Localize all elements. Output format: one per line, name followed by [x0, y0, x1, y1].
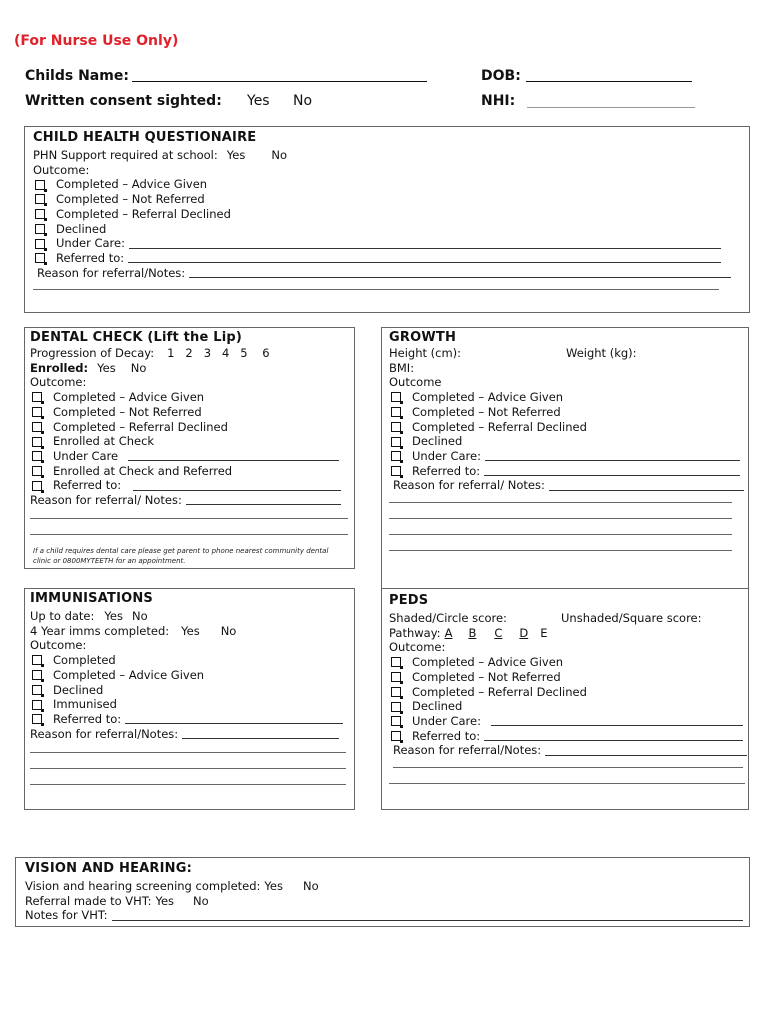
- reason-field[interactable]: [189, 268, 731, 278]
- option-label: Declined: [56, 221, 107, 236]
- notes-line[interactable]: [30, 783, 346, 785]
- checkbox[interactable]: [391, 422, 401, 432]
- section-title: CHILD HEALTH QUESTIONAIRE: [33, 130, 257, 145]
- checkbox[interactable]: [391, 657, 401, 667]
- reason-field[interactable]: [186, 495, 341, 505]
- notes-line[interactable]: [389, 517, 732, 519]
- under-care-field[interactable]: [129, 239, 721, 249]
- option-label: Completed – Not Referred: [53, 404, 202, 419]
- notes-line[interactable]: [33, 288, 719, 290]
- height-label: Height (cm):: [389, 346, 462, 360]
- section-title: DENTAL CHECK (Lift the Lip): [30, 330, 242, 345]
- under-care-label: Under Care:: [412, 713, 481, 728]
- weight-label: Weight (kg):: [566, 346, 637, 360]
- checkbox[interactable]: [32, 466, 42, 476]
- bmi-label: BMI:: [389, 360, 415, 375]
- reason-label: Reason for referral/Notes:: [37, 265, 186, 280]
- option-label: Declined: [412, 434, 463, 449]
- notes-line[interactable]: [30, 517, 348, 519]
- checkbox[interactable]: [391, 716, 401, 726]
- checkbox[interactable]: [32, 685, 42, 695]
- option-label: Completed – Advice Given: [56, 177, 208, 192]
- checkbox[interactable]: [391, 466, 401, 476]
- notes-field[interactable]: [112, 911, 744, 921]
- phn-yes[interactable]: Yes: [226, 148, 246, 162]
- checkbox[interactable]: [32, 655, 42, 665]
- outcome-label: Outcome:: [30, 638, 87, 653]
- pathway-label: Pathway:: [389, 625, 441, 640]
- under-care-field[interactable]: [485, 451, 740, 461]
- progression-values[interactable]: 1 2 3 4 5 6: [167, 346, 270, 360]
- checkbox[interactable]: [32, 392, 42, 402]
- nhi-label: NHI:: [481, 93, 516, 109]
- nurse-use-notice: (For Nurse Use Only): [14, 33, 179, 49]
- checkbox[interactable]: [35, 180, 45, 190]
- notes-line[interactable]: [389, 533, 732, 535]
- reason-field[interactable]: [549, 481, 744, 491]
- notes-line[interactable]: [30, 751, 346, 753]
- four-year-no[interactable]: No: [220, 623, 237, 638]
- option-label: Completed – Not Referred: [412, 669, 561, 684]
- section-title: IMMUNISATIONS: [30, 591, 153, 606]
- notes-line[interactable]: [389, 501, 732, 503]
- referred-to-field[interactable]: [484, 731, 743, 741]
- under-care-field[interactable]: [128, 451, 339, 461]
- option-label: Completed – Advice Given: [412, 655, 564, 670]
- checkbox[interactable]: [391, 687, 401, 697]
- four-year-yes[interactable]: Yes: [181, 623, 200, 638]
- pathway-option[interactable]: D: [519, 625, 529, 640]
- consent-yes[interactable]: Yes: [247, 93, 270, 109]
- checkbox[interactable]: [32, 700, 42, 710]
- outcome-label: Outcome:: [33, 162, 90, 177]
- up-to-date-label: Up to date:: [30, 609, 95, 623]
- option-label: Completed – Advice Given: [412, 390, 564, 405]
- option-label: Completed – Advice Given: [53, 390, 205, 405]
- referred-to-field[interactable]: [484, 466, 740, 476]
- checkbox[interactable]: [391, 407, 401, 417]
- checkbox[interactable]: [35, 209, 45, 219]
- referral-no[interactable]: No: [193, 893, 209, 908]
- notes-line[interactable]: [393, 766, 743, 768]
- immunisations-section: [24, 588, 355, 810]
- outcome-label: Outcome:: [30, 375, 87, 390]
- outcome-label: Outcome:: [389, 640, 446, 655]
- checkbox[interactable]: [32, 714, 42, 724]
- under-care-label: Under Care:: [412, 448, 481, 463]
- checkbox[interactable]: [35, 239, 45, 249]
- option-label: Completed – Advice Given: [53, 667, 205, 682]
- section-title: GROWTH: [389, 330, 457, 345]
- checkbox[interactable]: [32, 422, 42, 432]
- referred-to-label: Referred to:: [53, 711, 122, 726]
- option-label: Immunised: [53, 697, 117, 712]
- dob-field[interactable]: [526, 64, 692, 82]
- reason-label: Reason for referral/ Notes:: [393, 478, 545, 493]
- enrolled-no[interactable]: No: [130, 360, 147, 375]
- under-care-label: Under Care:: [56, 236, 125, 251]
- option-label: Completed – Referral Declined: [412, 684, 587, 699]
- checkbox[interactable]: [35, 224, 45, 234]
- dob-label: DOB:: [481, 68, 521, 84]
- checkbox[interactable]: [391, 392, 401, 402]
- referral-label: Referral made to VHT:: [25, 893, 152, 908]
- checkbox[interactable]: [391, 702, 401, 712]
- childs-name-field[interactable]: [132, 64, 427, 82]
- checkbox[interactable]: [32, 670, 42, 680]
- checkbox[interactable]: [391, 437, 401, 447]
- reason-field[interactable]: [182, 729, 339, 739]
- checkbox[interactable]: [32, 481, 42, 491]
- option-label: Declined: [53, 682, 104, 697]
- referred-to-field[interactable]: [128, 253, 721, 263]
- notes-line[interactable]: [30, 767, 346, 769]
- referred-to-label: Referred to:: [53, 478, 122, 493]
- referred-to-label: Referred to:: [56, 250, 125, 265]
- unshaded-score-label: Unshaded/Square score:: [561, 611, 702, 625]
- peds-section: [381, 588, 749, 810]
- phn-no[interactable]: No: [271, 148, 287, 162]
- reason-label: Reason for referral/Notes:: [393, 743, 542, 758]
- pathway-option[interactable]: A: [444, 625, 453, 640]
- pathway-option[interactable]: B: [468, 625, 477, 640]
- dental-section: [24, 327, 355, 569]
- consent-label: Written consent sighted:: [25, 93, 222, 109]
- child-health-section: [24, 126, 750, 313]
- referred-to-field[interactable]: [133, 481, 341, 491]
- pathway-option[interactable]: E: [540, 625, 548, 640]
- referred-to-field[interactable]: [125, 714, 343, 724]
- consent-no[interactable]: No: [293, 93, 313, 109]
- nhi-field[interactable]: [527, 91, 695, 108]
- reason-label: Reason for referral/ Notes:: [30, 493, 182, 508]
- shaded-score-label: Shaded/Circle score:: [389, 611, 507, 625]
- under-care-field[interactable]: [491, 716, 743, 726]
- checkbox[interactable]: [391, 672, 401, 682]
- section-title: VISION AND HEARING:: [25, 861, 193, 876]
- notes-line[interactable]: [30, 533, 348, 535]
- screening-yes[interactable]: Yes: [264, 879, 283, 893]
- option-label: Enrolled at Check: [53, 434, 155, 449]
- referred-to-label: Referred to:: [412, 728, 481, 743]
- outcome-label: Outcome: [389, 375, 442, 390]
- four-year-label: 4 Year imms completed:: [30, 623, 170, 638]
- vision-hearing-section: [15, 857, 750, 927]
- referred-to-label: Referred to:: [412, 463, 481, 478]
- progression-label: Progression of Decay:: [30, 346, 155, 360]
- enrolled-label: Enrolled:: [30, 360, 89, 375]
- option-label: Enrolled at Check and Referred: [53, 463, 233, 478]
- option-label: Completed – Referral Declined: [53, 419, 228, 434]
- checkbox[interactable]: [391, 731, 401, 741]
- option-label: Declined: [412, 699, 463, 714]
- option-label: Completed – Referral Declined: [412, 419, 587, 434]
- dental-footnote: If a child requires dental care please get parent to phone nearest community dental clinic or 0800MYTEETH for an appointment.: [33, 547, 329, 565]
- option-label: Completed – Referral Declined: [56, 206, 231, 221]
- notes-line[interactable]: [389, 782, 745, 784]
- up-to-date-yes[interactable]: Yes: [104, 609, 123, 623]
- notes-label: Notes for VHT:: [25, 908, 108, 923]
- growth-section: [381, 327, 749, 589]
- under-care-label: Under Care: [53, 448, 119, 463]
- checkbox[interactable]: [32, 437, 42, 447]
- option-label: Completed – Not Referred: [412, 404, 561, 419]
- option-label: Completed: [53, 653, 116, 668]
- section-title: PEDS: [389, 593, 429, 608]
- enrolled-yes[interactable]: Yes: [97, 360, 116, 375]
- screening-label: Vision and hearing screening completed:: [25, 879, 261, 893]
- referral-yes[interactable]: Yes: [155, 893, 175, 908]
- pathway-option[interactable]: C: [494, 625, 503, 640]
- reason-label: Reason for referral/Notes:: [30, 726, 179, 741]
- reason-field[interactable]: [545, 746, 747, 756]
- checkbox[interactable]: [391, 451, 401, 461]
- checkbox[interactable]: [32, 451, 42, 461]
- checkbox[interactable]: [32, 407, 42, 417]
- up-to-date-no[interactable]: No: [131, 609, 148, 623]
- phn-label: PHN Support required at school:: [33, 148, 218, 162]
- checkbox[interactable]: [35, 253, 45, 263]
- screening-no[interactable]: No: [302, 879, 319, 893]
- option-label: Completed – Not Referred: [56, 192, 205, 207]
- childs-name-label: Childs Name:: [25, 68, 129, 84]
- notes-line[interactable]: [389, 549, 732, 551]
- checkbox[interactable]: [35, 194, 45, 204]
